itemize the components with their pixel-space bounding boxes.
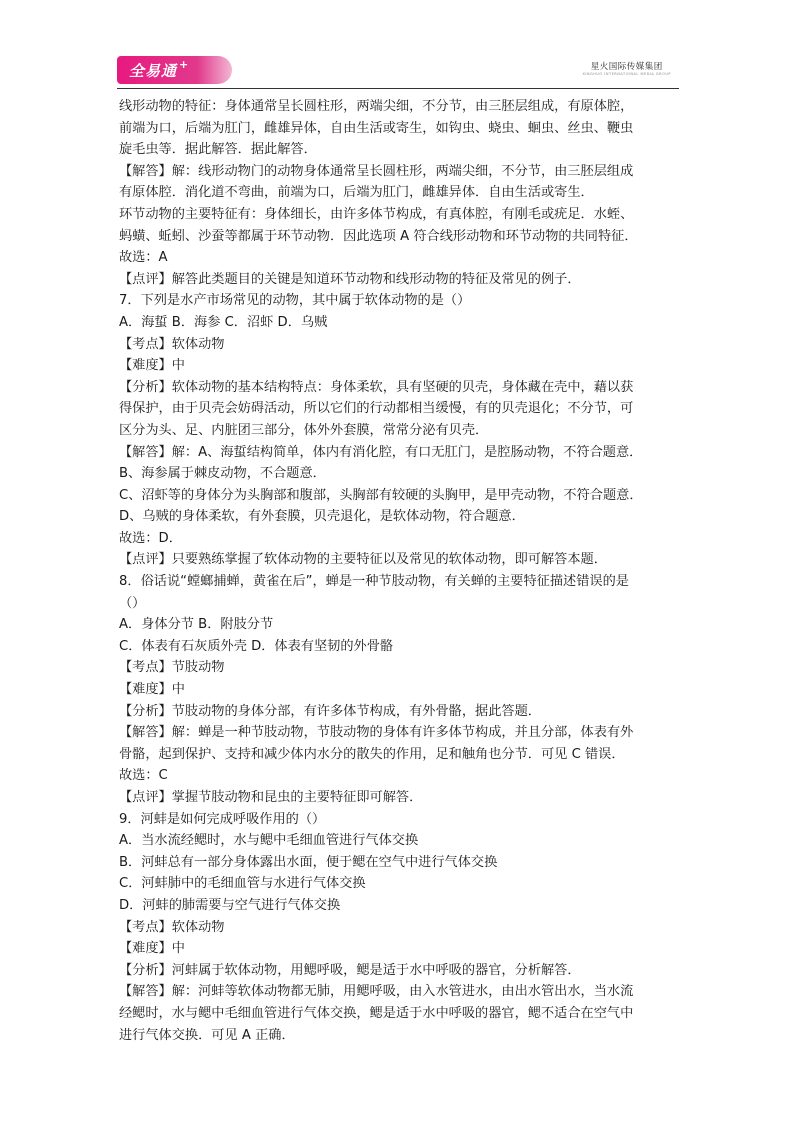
text-line: （） xyxy=(119,595,146,611)
text-line: 有原体腔．消化道不弯曲，前端为口，后端为肛门，雌雄异体．自由生活或寄生． xyxy=(119,185,594,201)
text-line: 故选：A xyxy=(119,250,168,266)
page-header xyxy=(117,56,679,90)
logo-text: 全易通 xyxy=(129,61,178,80)
text-line: 【分析】软体动物的基本结构特点：身体柔软，具有坚硬的贝壳，身体藏在壳中，藉以获 xyxy=(119,379,634,395)
text-line: 【解答】解：A、海蜇结构简单，体内有消化腔，有口无肛门，是腔肠动物，不符合题意． xyxy=(119,444,643,460)
text-line: 9．河蚌是如何完成呼吸作用的（） xyxy=(119,811,326,827)
text-line: 旋毛虫等．据此解答．据此解答． xyxy=(119,142,317,158)
logo-plus: + xyxy=(179,57,189,71)
text-line: 区分为头、足、内脏团三部分，体外外套膜，常常分泌有贝壳． xyxy=(119,422,489,438)
publisher-name: 星火国际传媒集团 xyxy=(590,62,663,72)
text-line: C、沼虾等的身体分为头胸部和腹部，头胸部有较硬的头胸甲，是甲壳动物，不符合题意． xyxy=(119,487,643,503)
text-line: C．体表有石灰质外壳 D．体表有坚韧的外骨骼 xyxy=(119,638,394,654)
text-line: 【难度】中 xyxy=(119,941,185,957)
document-body xyxy=(119,96,683,1046)
text-line: 【考点】节肢动物 xyxy=(119,660,225,676)
text-line: 故选：C xyxy=(119,768,168,784)
text-line: 进行气体交换．可见 A 正确． xyxy=(119,1027,295,1043)
text-line: 线形动物的特征：身体通常呈长圆柱形，两端尖细，不分节，由三胚层组成，有原体腔， xyxy=(119,99,634,114)
text-line: 【难度】中 xyxy=(119,358,185,374)
text-line: C．河蚌肺中的毛细血管与水进行气体交换 xyxy=(119,876,366,892)
text-line: 【点评】掌握节肢动物和昆虫的主要特征即可解答． xyxy=(119,790,423,805)
text-line: 【分析】河蚌属于软体动物，用鳃呼吸，鳃是适于水中呼吸的器官，分析解答． xyxy=(119,962,581,978)
text-line: 【难度】中 xyxy=(119,682,185,698)
text-line: 【考点】软体动物 xyxy=(119,336,225,352)
text-line: 前端为口，后端为肛门，雌雄异体，自由生活或寄生，如钩虫、蛲虫、蛔虫、丝虫、鞭虫 xyxy=(119,120,634,136)
text-line: A．当水流经鳃时，水与鳃中毛细血管进行气体交换 xyxy=(119,833,419,849)
text-line: 【考点】软体动物 xyxy=(119,919,225,935)
text-line: B、海参属于棘皮动物，不合题意． xyxy=(119,466,326,482)
text-line: B．河蚌总有一部分身体露出水面，便于鳃在空气中进行气体交换 xyxy=(119,854,498,870)
publisher-subtitle: XINGHUO INTERNATIONAL MEDIA GROUP xyxy=(582,72,671,76)
text-line: 骨骼，起到保护、支持和减少体内水分的散失的作用，足和触角也分节．可见 C 错误． xyxy=(119,746,625,762)
text-line: 7．下列是水产市场常见的动物，其中属于软体动物的是（） xyxy=(119,293,471,309)
text-line: 【点评】解答此类题目的关键是知道环节动物和线形动物的特征及常见的例子． xyxy=(119,271,581,287)
brand-logo xyxy=(117,56,232,84)
text-line: 经鳃时，水与鳃中毛细血管进行气体交换，鳃是适于水中呼吸的器官，鳃不适合在空气中 xyxy=(119,1005,634,1021)
text-line: 环节动物的主要特征有：身体细长，由许多体节构成，有真体腔，有刚毛或疣足．水蛭、 xyxy=(119,206,634,222)
text-line: 8．俗话说“螳螂捕蝉，黄雀在后”，蝉是一种节肢动物，有关蝉的主要特征描述错误的是 xyxy=(119,574,629,590)
header-divider xyxy=(117,88,679,89)
publisher xyxy=(582,60,671,76)
text-line: A．身体分节 B．附肢分节 xyxy=(119,617,274,633)
text-line: 【分析】节肢动物的身体分部，有许多体节构成，有外骨骼，据此答题． xyxy=(119,703,541,719)
text-line: 蚂蟥、蚯蚓、沙蚕等都属于环节动物．因此选项 A 符合线形动物和环节动物的共同特征． xyxy=(119,228,638,244)
text-line: 故选：D． xyxy=(119,530,182,546)
text-line: A．海蜇 B．海参 C．沼虾 D．乌贼 xyxy=(119,314,328,330)
text-line: 【解答】解：蝉是一种节肢动物，节肢动物的身体有许多体节构成，并且分部，体表有外 xyxy=(119,725,634,741)
text-line: D、乌贼的身体柔软，有外套膜，贝壳退化，是软体动物，符合题意． xyxy=(119,509,525,525)
text-line: 【解答】解：线形动物门的动物身体通常呈长圆柱形，两端尖细，不分节，由三胚层组成 xyxy=(119,163,634,179)
text-line: 【点评】只要熟练掌握了软体动物的主要特征以及常见的软体动物，即可解答本题． xyxy=(119,552,607,568)
text-line: 得保护，由于贝壳会妨碍活动，所以它们的行动都相当缓慢，有的贝壳退化；不分节，可 xyxy=(119,401,634,417)
text-line: 【解答】解：河蚌等软体动物都无肺，用鳃呼吸，由入水管进水，由出水管出水，当水流 xyxy=(119,984,634,1000)
text-line: D．河蚌的肺需要与空气进行气体交换 xyxy=(119,897,341,913)
